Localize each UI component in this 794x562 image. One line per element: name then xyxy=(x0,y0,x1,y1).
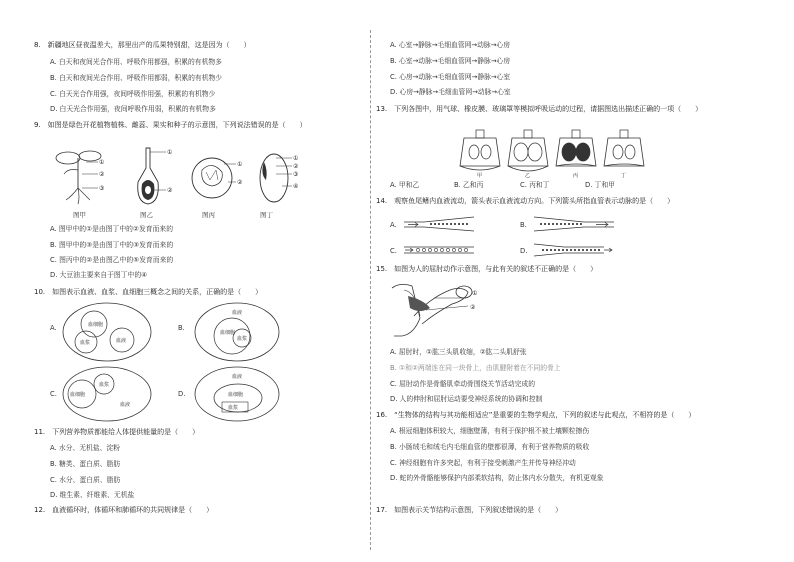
question-10-stem: 10. 如图表示血液、血浆、血细胞三概念之间的关系，正确的是（ ） xyxy=(34,288,263,296)
figure-bing-fruit xyxy=(188,150,248,206)
q11-option-d[interactable]: D. 维生素、纤维素、无机盐 xyxy=(50,491,135,499)
venn-c-text-2: 血浆 xyxy=(99,382,110,388)
yi-label-2: ② xyxy=(167,187,173,194)
q12-option-c[interactable]: C. 心房→动脉→毛细血管网→静脉→心室 xyxy=(390,73,511,81)
q12-option-a[interactable]: A. 心室→静脉→毛细血管网→动脉→心房 xyxy=(390,41,510,49)
q8-option-a[interactable]: A. 白天和夜间光合作用、呼吸作用都强，积累的有机物多 xyxy=(50,58,222,66)
q13-caption-ding: 丁 xyxy=(621,173,627,179)
q13-caption-jia: 甲 xyxy=(477,173,483,179)
figure-yi-pistil xyxy=(128,146,178,208)
q16-option-c[interactable]: C. 神经细胞有许多突起，有利于接受刺激产生并传导神经冲动 xyxy=(390,459,576,467)
bing-label-1: ① xyxy=(237,161,243,168)
yi-label-1: ① xyxy=(167,149,173,156)
question-8-stem: 8. 新疆地区昼夜温差大，那里出产的瓜果特别甜，这是因为（ ） xyxy=(34,41,251,49)
q15-option-a[interactable]: A. 屈肘时，①肱三头肌收缩，②肱二头肌舒张 xyxy=(390,348,527,356)
venn-a-text-3: 血液 xyxy=(116,338,127,344)
q8-option-d[interactable]: D. 白天光合作用强，夜间呼吸作用弱，积累的有机物多 xyxy=(50,105,216,113)
question-11-stem: 11. 下列营养物质都能给人体提供能量的是（ ） xyxy=(34,428,200,436)
q13-option-c[interactable]: C. 丙和丁 xyxy=(520,181,550,189)
q13-option-b[interactable]: B. 乙和丙 xyxy=(454,181,484,189)
breathing-model-figures xyxy=(460,126,650,178)
elbow-flexion-figure xyxy=(390,278,490,338)
jia-label-3: ③ xyxy=(99,185,105,192)
venn-d-text-1: 血液 xyxy=(232,374,243,380)
figure-ding-seed xyxy=(252,148,312,208)
venn-option-c[interactable] xyxy=(62,366,152,422)
q9-option-a[interactable]: A. 图甲中的①是由图丁中的②发育而来的 xyxy=(50,225,173,233)
ding-label-4: ④ xyxy=(293,183,299,190)
q13-option-a[interactable]: A. 甲和乙 xyxy=(390,181,420,189)
q9-option-c[interactable]: C. 图丙中的②是由图乙中的⑤发育而来的 xyxy=(50,256,174,264)
caption-yi: 图乙 xyxy=(140,211,153,219)
q14-letter-c[interactable]: C. xyxy=(390,247,397,255)
q15-option-c[interactable]: C. 屈肘动作是骨骼肌牵动骨围绕关节活动完成的 xyxy=(390,380,536,388)
q13-caption-bing: 丙 xyxy=(573,173,579,179)
q15-label-2: ② xyxy=(470,304,476,311)
venn-b-text-1: 血液 xyxy=(232,310,243,316)
q15-label-1: ① xyxy=(472,290,478,297)
q12-option-d[interactable]: D. 心房→静脉→毛细血管网→动脉→心室 xyxy=(390,88,511,96)
ding-label-1: ① xyxy=(293,155,299,162)
q15-option-b[interactable]: B. ①和②两端连在同一块骨上，由肌腱附着在不同的骨上 xyxy=(390,364,561,372)
q16-option-d[interactable]: D. 蛇的外骨骼能够保护内部柔软结构，防止体内水分散失，有机更观象 xyxy=(390,474,604,482)
q10-letter-b[interactable]: B. xyxy=(178,324,185,332)
q11-option-b[interactable]: B. 糖类、蛋白质、脂肪 xyxy=(50,460,121,468)
caption-bing: 图丙 xyxy=(202,211,215,219)
figure-jia-plant xyxy=(50,140,120,210)
q14-letter-d[interactable]: D. xyxy=(520,247,528,255)
q12-option-b[interactable]: B. 心室→动脉→毛细血管网→静脉→心房 xyxy=(390,57,511,65)
venn-a-text-2: 血浆 xyxy=(80,340,91,346)
jia-label-1: ① xyxy=(99,159,105,166)
question-12-stem: 12. 血液循环时，体循环和肺循环的共同规律是（ ） xyxy=(34,506,214,514)
caption-ding: 图丁 xyxy=(260,211,273,219)
venn-d-text-3: 血浆 xyxy=(228,405,239,411)
caption-jia: 图甲 xyxy=(73,211,86,219)
q10-letter-a[interactable]: A. xyxy=(50,324,57,332)
q14-vessel-a[interactable] xyxy=(404,216,484,232)
q10-letter-c[interactable]: C. xyxy=(50,390,57,398)
left-column xyxy=(0,0,372,562)
question-16-stem: 16. “生物体的结构与其功能相适应”是重要的生物学观点，下列的叙述与此观点，不相符的是（ ） xyxy=(376,411,696,419)
ding-label-3: ③ xyxy=(293,171,299,178)
q9-option-b[interactable]: B. 图甲中的③是由图丁中的③发育而来的 xyxy=(50,241,174,249)
venn-option-d[interactable] xyxy=(192,366,282,422)
venn-a-text-1: 血细胞 xyxy=(88,322,104,328)
venn-c-text-1: 血细胞 xyxy=(70,392,86,398)
question-13-stem: 13. 下列各图中，用气球、橡皮膜、玻璃罩等模拟呼吸运动的过程，请据图选出描述正确的一项（ ） xyxy=(376,105,703,113)
q16-option-a[interactable]: A. 根冠细胞体积较大，细胞壁薄，有利于保护根不被土壤颗粒擦伤 xyxy=(390,427,590,435)
question-9-stem: 9. 如图是绿色开花植物植株、雌蕊、果实和种子的示意图，下列说法错误的是（ ） xyxy=(34,121,307,129)
venn-d-text-2: 血细胞 xyxy=(228,392,244,398)
right-column xyxy=(372,0,794,562)
q11-option-a[interactable]: A. 水分、无机盐、淀粉 xyxy=(50,444,121,452)
q9-option-d[interactable]: D. 大豆油主要来自于图丁中的④ xyxy=(50,271,148,279)
q13-option-d[interactable]: D. 丁和甲 xyxy=(585,181,615,189)
q10-letter-d[interactable]: D. xyxy=(178,390,186,398)
q14-vessel-b[interactable] xyxy=(534,216,614,232)
q14-vessel-c[interactable] xyxy=(404,243,484,257)
q11-option-c[interactable]: C. 水分、蛋白质、脂肪 xyxy=(50,476,121,484)
q15-option-d[interactable]: D. 人的伸肘和屈肘运动要受神经系统的协调和控制 xyxy=(390,395,543,403)
bing-label-2: ② xyxy=(237,179,243,186)
venn-b-text-3: 血浆 xyxy=(237,336,248,342)
question-14-stem: 14. 观察鱼尾鳍内血液流动，箭头表示血液流动方向。下列箭头所指血管表示动脉的是（ ） xyxy=(376,197,675,205)
jia-label-2: ② xyxy=(99,171,105,178)
question-15-stem: 15. 如图为人的屈肘动作示意图，与此有关的叙述不正确的是（ ） xyxy=(376,265,598,273)
q14-vessel-d[interactable] xyxy=(534,243,614,257)
q8-option-b[interactable]: B. 白天和夜间光合作用、呼吸作用都弱，积累的有机物少 xyxy=(50,74,223,82)
question-17-stem: 17. 如图表示关节结构示意图，下列叙述错误的是（ ） xyxy=(376,506,563,514)
q14-letter-a[interactable]: A. xyxy=(390,221,397,229)
venn-b-text-2: 血细胞 xyxy=(220,330,236,336)
q16-option-b[interactable]: B. 小肠绒毛和绒毛内毛细血管的壁都很薄，有利于营养物质的吸收 xyxy=(390,443,590,451)
venn-option-b[interactable] xyxy=(192,302,282,362)
ding-label-2: ② xyxy=(293,163,299,170)
venn-option-a[interactable] xyxy=(62,302,152,362)
venn-c-text-3: 血液 xyxy=(120,402,131,408)
q14-letter-b[interactable]: B. xyxy=(520,221,527,229)
q8-option-c[interactable]: C. 白天光合作用强，夜间呼吸作用强，积累的有机物少 xyxy=(50,90,216,98)
q13-caption-yi: 乙 xyxy=(525,173,531,179)
